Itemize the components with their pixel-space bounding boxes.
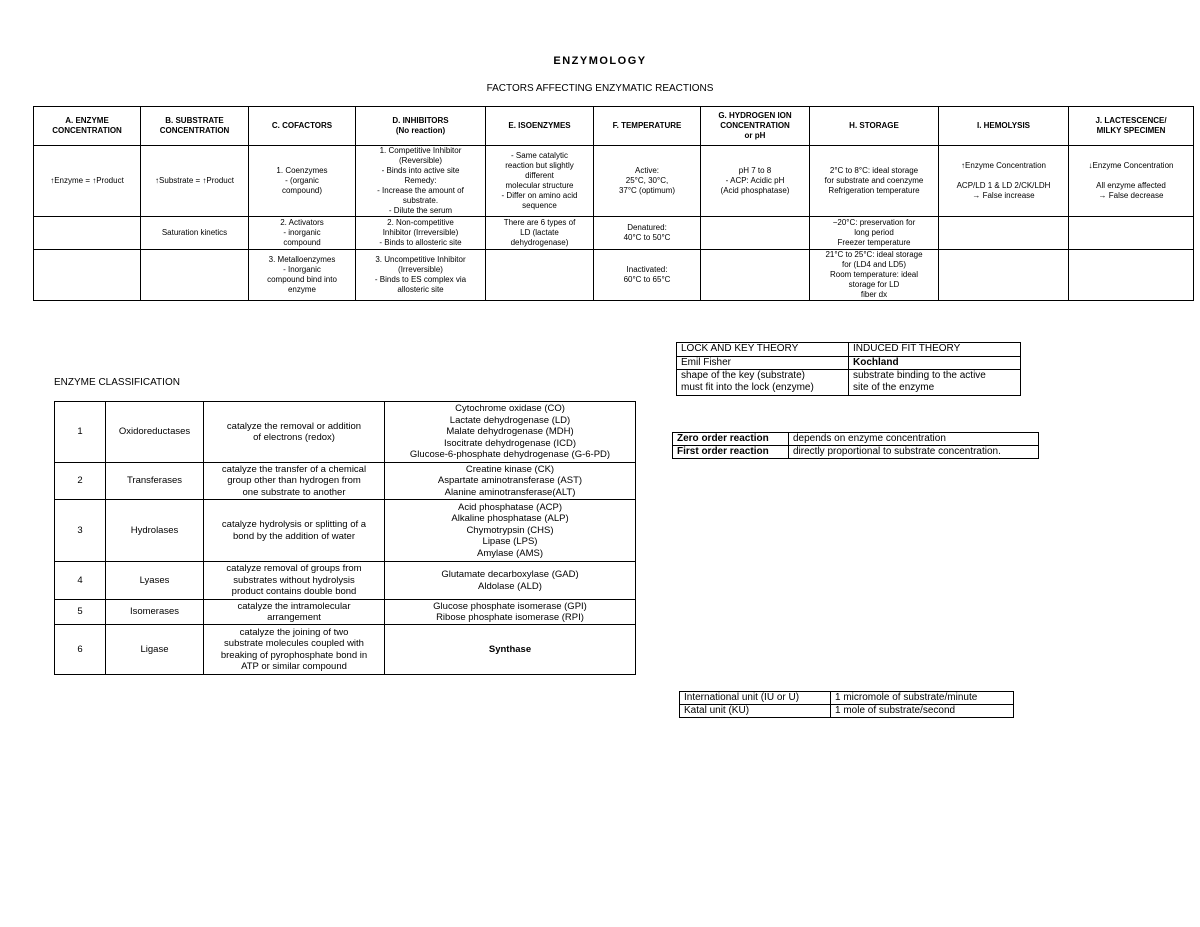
header-temperature: F. TEMPERATURE: [594, 107, 701, 146]
table-cell: 1. Competitive Inhibitor (Reversible) - Binds into active site Remedy: - Increase the amount of substrate. - Dilute the serum: [356, 146, 486, 217]
table-cell: [1069, 217, 1194, 250]
table-row: [55, 600, 636, 625]
first-order-description: directly proportional to substrate concentration.: [789, 446, 1039, 459]
classification-label: ENZYME CLASSIFICATION: [54, 377, 180, 388]
table-row: [34, 146, 1194, 217]
header-cofactors: C. COFACTORS: [249, 107, 356, 146]
table-cell: [34, 217, 141, 250]
class-name: Transferases: [106, 463, 204, 500]
induced-fit-description: substrate binding to the active site of the enzyme: [849, 370, 1021, 396]
katal-unit-label: Katal unit (KU): [680, 705, 831, 718]
class-examples: Glutamate decarboxylase (GAD) Aldolase (ALD): [385, 562, 636, 600]
page-subtitle: FACTORS AFFECTING ENZYMATIC REACTIONS: [486, 83, 714, 94]
table-cell: ↑Enzyme Concentration ACP/LD 1 & LD 2/CK/LDH → False increase: [939, 146, 1069, 217]
table-cell: 1. Coenzymes - (organic compound): [249, 146, 356, 217]
table-row: [673, 433, 1039, 446]
table-row: [55, 625, 636, 675]
class-number: 2: [55, 463, 106, 500]
table-cell: −20°C: preservation for long period Freezer temperature: [810, 217, 939, 250]
table-row: [680, 705, 1014, 718]
class-description: catalyze the intramolecular arrangement: [204, 600, 385, 625]
first-order-label: First order reaction: [673, 446, 789, 459]
lock-key-description: shape of the key (substrate) must fit into the lock (enzyme): [677, 370, 849, 396]
class-name: Ligase: [106, 625, 204, 675]
table-row: [673, 446, 1039, 459]
table-row: [677, 357, 1021, 370]
table-cell: 3. Metalloenzymes - Inorganic compound bind into enzyme: [249, 250, 356, 301]
class-number: 5: [55, 600, 106, 625]
table-row: [677, 370, 1021, 396]
header-inhibitors: D. INHIBITORS (No reaction): [356, 107, 486, 146]
classification-table: [54, 401, 636, 675]
class-examples: Acid phosphatase (ACP) Alkaline phosphatase (ALP) Chymotrypsin (CHS) Lipase (LPS) Amylase (AMS): [385, 500, 636, 562]
table-cell: 2. Activators - inorganic compound: [249, 217, 356, 250]
table-cell: ↑Enzyme = ↑Product: [34, 146, 141, 217]
induced-fit-person: Kochland: [849, 357, 1021, 370]
table-cell: [34, 250, 141, 301]
header-isoenzymes: E. ISOENZYMES: [486, 107, 594, 146]
factors-header-row: [34, 107, 1194, 146]
table-row: [55, 402, 636, 463]
header-storage: H. STORAGE: [810, 107, 939, 146]
class-number: 3: [55, 500, 106, 562]
table-cell: [939, 217, 1069, 250]
class-examples: Synthase: [385, 625, 636, 675]
header-substrate-concentration: B. SUBSTRATE CONCENTRATION: [141, 107, 249, 146]
lock-key-header: LOCK AND KEY THEORY: [677, 343, 849, 357]
class-name: Hydrolases: [106, 500, 204, 562]
table-cell: ↓Enzyme Concentration All enzyme affected → False decrease: [1069, 146, 1194, 217]
table-row: [55, 562, 636, 600]
class-description: catalyze the transfer of a chemical group other than hydrogen from one substrate to another: [204, 463, 385, 500]
induced-fit-header: INDUCED FIT THEORY: [849, 343, 1021, 357]
table-row: [34, 217, 1194, 250]
table-cell: 3. Uncompetitive Inhibitor (Irreversible) - Binds to ES complex via allosteric site: [356, 250, 486, 301]
table-cell: Inactivated: 60°C to 65°C: [594, 250, 701, 301]
class-examples: Cytochrome oxidase (CO) Lactate dehydrogenase (LD) Malate dehydrogenase (MDH) Isocitrate dehydrogenase (ICD) Glucose-6-phosphate dehydrogenase (G-6-PD): [385, 402, 636, 463]
header-enzyme-concentration: A. ENZYME CONCENTRATION: [34, 107, 141, 146]
table-cell: There are 6 types of LD (lactate dehydrogenase): [486, 217, 594, 250]
table-cell: ↑Substrate = ↑Product: [141, 146, 249, 217]
class-number: 1: [55, 402, 106, 463]
class-description: catalyze removal of groups from substrates without hydrolysis product contains double bond: [204, 562, 385, 600]
class-description: catalyze the joining of two substrate molecules coupled with breaking of pyrophosphate bond in ATP or similar compound: [204, 625, 385, 675]
theory-table: [676, 342, 1021, 396]
class-name: Lyases: [106, 562, 204, 600]
table-row: [55, 463, 636, 500]
international-unit-description: 1 micromole of substrate/minute: [831, 692, 1014, 705]
class-number: 4: [55, 562, 106, 600]
table-cell: Saturation kinetics: [141, 217, 249, 250]
table-cell: 2°C to 8°C: ideal storage for substrate and coenzyme Refrigeration temperature: [810, 146, 939, 217]
header-ph: G. HYDROGEN ION CONCENTRATION or pH: [701, 107, 810, 146]
table-cell: [701, 250, 810, 301]
class-examples: Creatine kinase (CK) Aspartate aminotransferase (AST) Alanine aminotransferase(ALT): [385, 463, 636, 500]
class-description: catalyze hydrolysis or splitting of a bond by the addition of water: [204, 500, 385, 562]
class-number: 6: [55, 625, 106, 675]
factors-table: [33, 106, 1194, 301]
table-row: [55, 500, 636, 562]
class-description: catalyze the removal or addition of electrons (redox): [204, 402, 385, 463]
table-cell: [141, 250, 249, 301]
page-title: ENZYMOLOGY: [553, 55, 647, 67]
katal-unit-description: 1 mole of substrate/second: [831, 705, 1014, 718]
table-cell: pH 7 to 8 - ACP: Acidic pH (Acid phosphatase): [701, 146, 810, 217]
lock-key-person: Emil Fisher: [677, 357, 849, 370]
zero-order-description: depends on enzyme concentration: [789, 433, 1039, 446]
table-cell: [701, 217, 810, 250]
table-cell: 21°C to 25°C: ideal storage for (LD4 and LD5) Room temperature: ideal storage for LD fiber dx: [810, 250, 939, 301]
table-cell: [939, 250, 1069, 301]
international-unit-label: International unit (IU or U): [680, 692, 831, 705]
table-cell: Active: 25°C, 30°C, 37°C (optimum): [594, 146, 701, 217]
table-row: [680, 692, 1014, 705]
table-row: [34, 250, 1194, 301]
table-cell: - Same catalytic reaction but slightly different molecular structure - Differ on amino acid sequence: [486, 146, 594, 217]
table-cell: [486, 250, 594, 301]
class-name: Oxidoreductases: [106, 402, 204, 463]
class-examples: Glucose phosphate isomerase (GPI) Ribose phosphate isomerase (RPI): [385, 600, 636, 625]
units-table: [679, 691, 1014, 718]
table-row: [677, 343, 1021, 357]
table-cell: 2. Non-competitive Inhibitor (Irreversible) - Binds to allosteric site: [356, 217, 486, 250]
class-name: Isomerases: [106, 600, 204, 625]
reaction-order-table: [672, 432, 1039, 459]
header-hemolysis: I. HEMOLYSIS: [939, 107, 1069, 146]
header-lactescence: J. LACTESCENCE/ MILKY SPECIMEN: [1069, 107, 1194, 146]
table-cell: Denatured: 40°C to 50°C: [594, 217, 701, 250]
table-cell: [1069, 250, 1194, 301]
zero-order-label: Zero order reaction: [673, 433, 789, 446]
